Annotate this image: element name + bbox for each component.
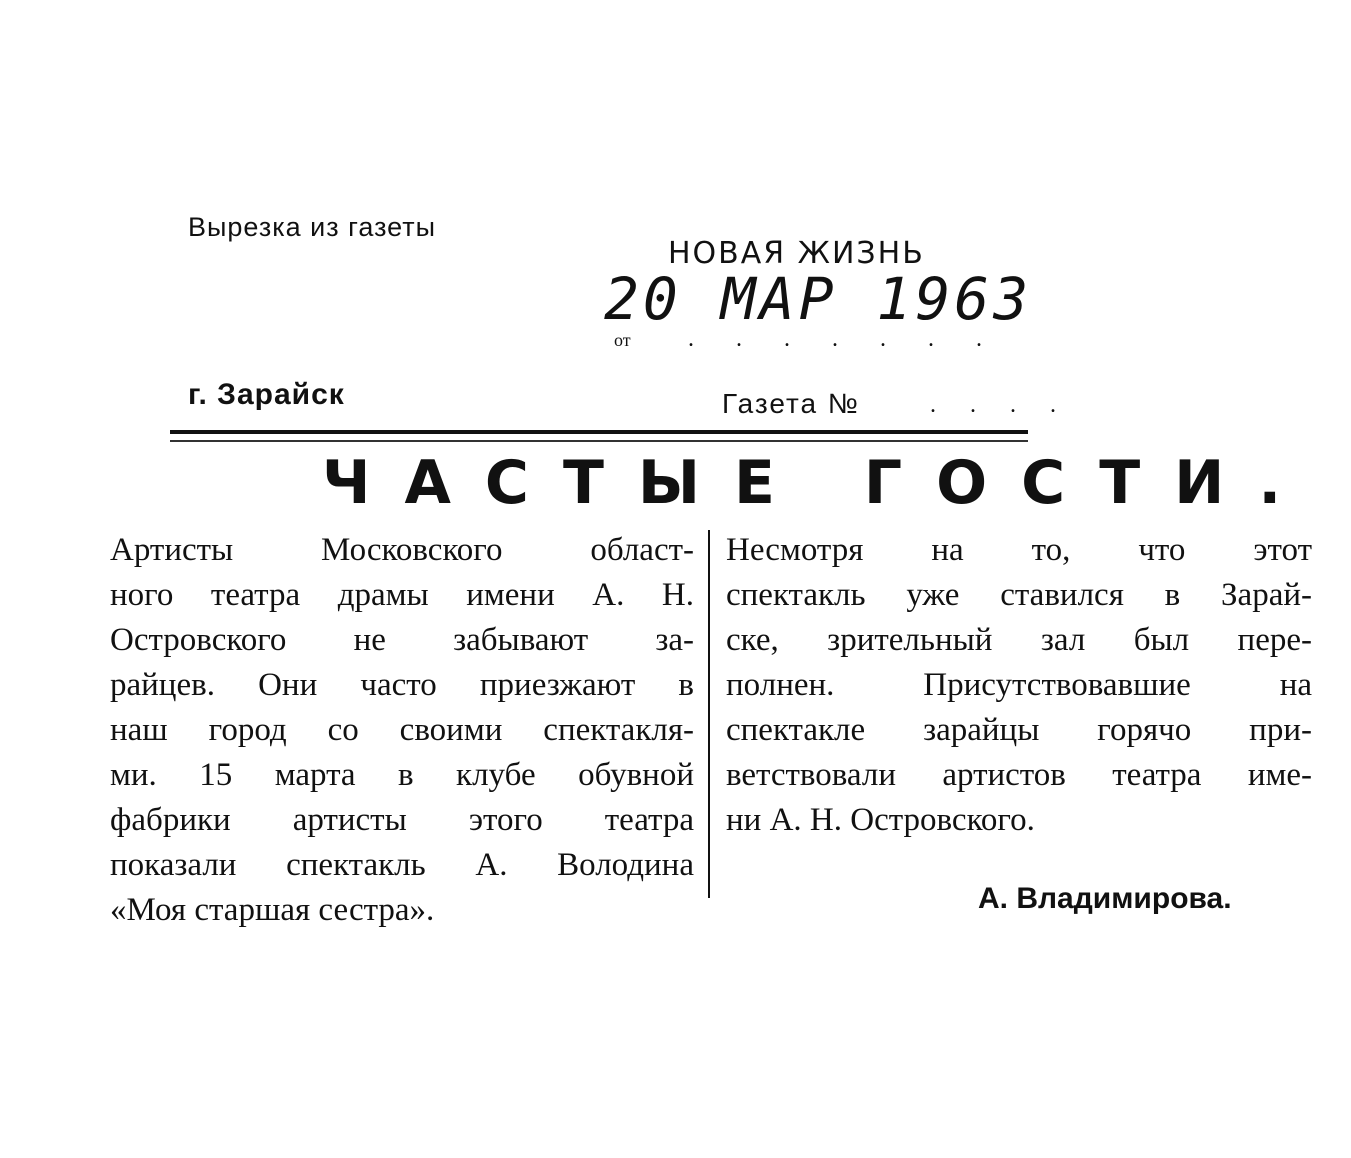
article-column-right: [726, 528, 1312, 843]
city: г. Зарайск: [188, 378, 345, 411]
text-line: ми. 15 марта в клубе обувной: [110, 757, 694, 793]
clipping-label: Вырезка из газеты: [188, 212, 437, 242]
text-line: райцев. Они часто приезжают в: [110, 667, 694, 703]
text-line: «Моя старшая сестра».: [110, 892, 435, 928]
article-headline: ЧАСТЫЕ ГОСТИ.: [322, 448, 1316, 518]
date-prefix: от: [614, 330, 631, 350]
header-rule-thin: [170, 440, 1028, 442]
text-line: Несмотря на то, что этот: [726, 532, 1312, 568]
text-line: показали спектакль А. Володина: [110, 847, 694, 883]
text-line: ске, зрительный зал был пере-: [726, 622, 1312, 658]
text-line: ни А. Н. Островского.: [726, 802, 1035, 838]
text-line: Островского не забывают за-: [110, 622, 694, 658]
column-divider: [708, 530, 710, 898]
text-line: Артисты Московского област-: [110, 532, 694, 568]
issue-dots: . . . .: [930, 392, 1070, 418]
header-rule: [170, 430, 1028, 434]
date-dots: . . . . . . .: [688, 326, 1000, 352]
text-line: ветствовали артистов театра име-: [726, 757, 1312, 793]
article-column-left: [110, 528, 694, 933]
text-line: спектакль уже ставился в Зарай-: [726, 577, 1312, 613]
date-stamp: 20 МАР 1963: [604, 265, 1033, 333]
article-signature: А. Владимирова.: [978, 882, 1232, 915]
text-line: полнен. Присутствовавшие на: [726, 667, 1312, 703]
text-line: наш город со своими спектакля-: [110, 712, 694, 748]
newspaper-name: НОВАЯ ЖИЗНЬ: [668, 236, 925, 271]
issue-label: Газета №: [722, 388, 860, 419]
text-line: спектакле зарайцы горячо при-: [726, 712, 1312, 748]
text-line: фабрики артисты этого театра: [110, 802, 694, 838]
text-line: ного театра драмы имени А. Н.: [110, 577, 694, 613]
